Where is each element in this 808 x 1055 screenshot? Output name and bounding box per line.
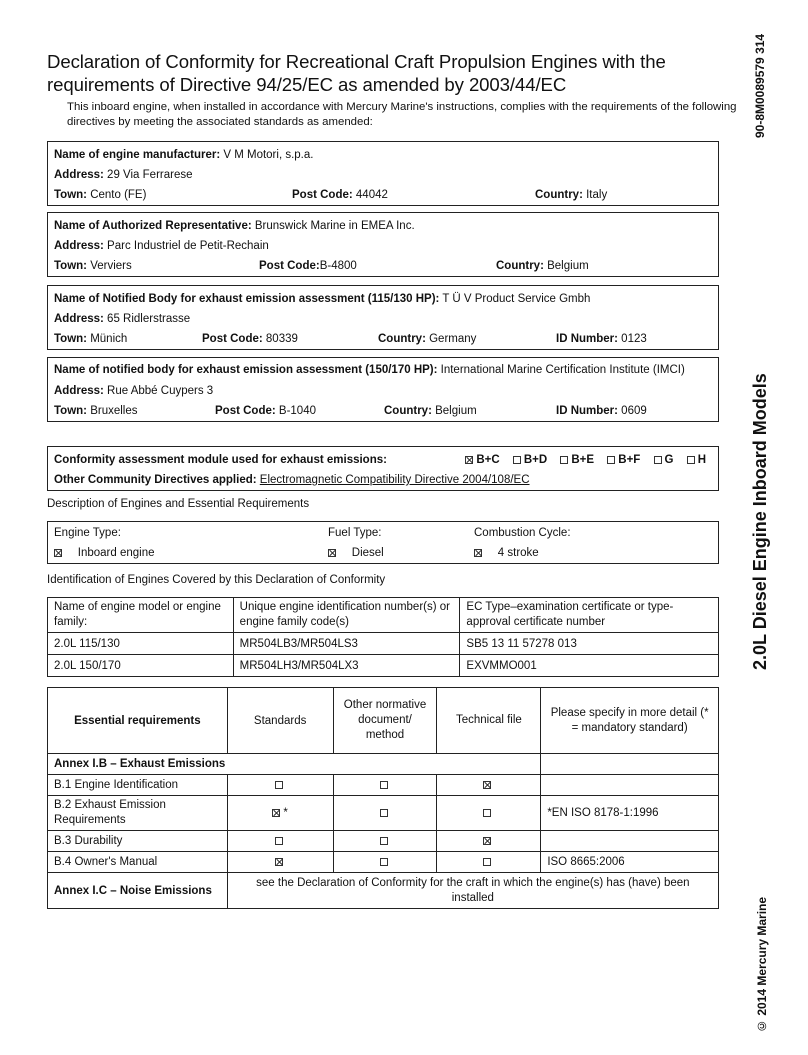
- representative-post-label: Post Code:: [259, 260, 320, 272]
- engine-type-label: Engine Type:: [54, 527, 121, 539]
- standards-checkbox-icon: [272, 809, 280, 817]
- requirement-detail: [541, 775, 719, 796]
- table-row: [48, 796, 719, 831]
- other-checkbox-icon: [380, 837, 388, 845]
- notified-body-2-country-label: Country:: [384, 405, 432, 417]
- certificate-cell: EXVMMO001: [460, 655, 719, 677]
- certificate-cell: SB5 13 11 57278 013: [460, 633, 719, 655]
- table-row: [48, 775, 719, 796]
- module-label: B+D: [523, 454, 548, 466]
- engine-id-cell: MR504LH3/MR504LX3: [233, 655, 460, 677]
- notified-body-1-name-label: Name of Notified Body for exhaust emission assessment (115/130 HP):: [54, 293, 440, 305]
- representative-name: Brunswick Marine in EMEA Inc.: [251, 220, 415, 232]
- notified-body-1-country-label: Country:: [378, 333, 426, 345]
- conformity-box: [47, 446, 719, 491]
- technical-checkbox-icon: [483, 858, 491, 866]
- manufacturer-address: 29 Via Ferrarese: [103, 169, 193, 181]
- notified-body-2-post-label: Post Code:: [215, 405, 276, 417]
- notified-body-2-box: [47, 357, 719, 422]
- notified-body-1-post: 80339: [262, 333, 298, 345]
- notified-body-2-town: Bruxelles: [87, 405, 138, 417]
- section-title: 2.0L Diesel Engine Inboard Models: [750, 373, 770, 670]
- requirements-header-cell: Essential requirements: [48, 688, 228, 754]
- combustion-cycle-checkbox-icon: [474, 549, 482, 557]
- module-options: [455, 450, 706, 470]
- notified-body-1-address: 65 Ridlerstrasse: [103, 313, 191, 325]
- module-label: B+E: [571, 454, 595, 466]
- notified-body-1-town: Münich: [87, 333, 128, 345]
- notified-body-2-address-label: Address:: [54, 385, 104, 397]
- module-checkbox-icon: [513, 456, 521, 464]
- requirement-name: B.1 Engine Identification: [48, 775, 228, 796]
- representative-post: B-4800: [319, 260, 357, 272]
- fuel-type-value: Diesel: [351, 547, 384, 559]
- table-row: [48, 873, 719, 909]
- notified-body-2-town-label: Town:: [54, 405, 87, 417]
- intro-text: This inboard engine, when installed in accordance with Mercury Marine's instructions, complies with the requirements of the following directives by meeting the associated standards as amended:: [67, 101, 737, 128]
- module-checkbox-icon: [654, 456, 662, 464]
- other-checkbox-icon: [380, 781, 388, 789]
- identification-heading: Identification of Engines Covered by this Declaration of Conformity: [47, 574, 386, 586]
- manufacturer-post: 44042: [352, 189, 388, 201]
- requirement-detail: [541, 831, 719, 852]
- notified-body-2-name-label: Name of notified body for exhaust emission assessment (150/170 HP):: [54, 364, 438, 376]
- manufacturer-country-label: Country:: [535, 189, 583, 201]
- representative-country: Belgium: [543, 260, 589, 272]
- manufacturer-address-label: Address:: [54, 169, 104, 181]
- notified-body-1-town-label: Town:: [54, 333, 87, 345]
- standards-checkbox-icon: [275, 837, 283, 845]
- manufacturer-country: Italy: [582, 189, 608, 201]
- notified-body-1-id-label: ID Number:: [556, 333, 618, 345]
- engine-type-checkbox-icon: [54, 549, 62, 557]
- notified-body-1-box: [47, 285, 719, 350]
- table-row: [48, 831, 719, 852]
- technical-checkbox-icon: [483, 837, 491, 845]
- engines-header-cell: EC Type–examination certificate or type-approval certificate number: [460, 598, 719, 633]
- representative-country-label: Country:: [496, 260, 544, 272]
- manufacturer-box: [47, 141, 719, 206]
- other-checkbox-icon: [380, 809, 388, 817]
- module-label: B+F: [618, 454, 641, 466]
- module-option: [687, 454, 706, 466]
- description-heading: Description of Engines and Essential Requirements: [47, 498, 310, 510]
- representative-box: [47, 212, 719, 277]
- notified-body-1-post-label: Post Code:: [202, 333, 263, 345]
- other-directives-link[interactable]: Electromagnetic Compatibility Directive 2004/108/EC: [259, 474, 530, 486]
- page-title: Declaration of Conformity for Recreational Craft Propulsion Engines with the requirements of Directive 94/25/EC as amended by 2003/44/EC: [47, 51, 666, 95]
- requirement-name: B.2 Exhaust Emission Requirements: [48, 796, 228, 831]
- requirement-detail: *EN ISO 8178-1:1996: [541, 796, 719, 831]
- module-option: [465, 454, 499, 466]
- module-checkbox-icon: [607, 456, 615, 464]
- engine-id-cell: MR504LB3/MR504LS3: [233, 633, 460, 655]
- manufacturer-name-label: Name of engine manufacturer:: [54, 149, 221, 161]
- manufacturer-post-label: Post Code:: [292, 189, 353, 201]
- engine-type-value: Inboard engine: [77, 547, 155, 559]
- requirements-header-cell: Please specify in more detail (* = mandatory standard): [541, 688, 719, 754]
- representative-name-label: Name of Authorized Representative:: [54, 220, 252, 232]
- engines-table-header: [48, 598, 719, 633]
- module-checkbox-icon: [687, 456, 695, 464]
- requirements-table: [47, 687, 719, 909]
- engine-description-box: [47, 521, 719, 564]
- table-row: [48, 633, 719, 655]
- representative-address: Parc Industriel de Petit-Rechain: [103, 240, 269, 252]
- representative-address-label: Address:: [54, 240, 104, 252]
- conformity-module-label: Conformity assessment module used for exhaust emissions:: [54, 454, 387, 466]
- table-row: [48, 754, 719, 775]
- engines-header-cell: Unique engine identification number(s) or engine family code(s): [233, 598, 460, 633]
- engine-model-cell: 2.0L 150/170: [48, 655, 234, 677]
- requirements-header-cell: Technical file: [437, 688, 541, 754]
- engines-header-cell: Name of engine model or engine family:: [48, 598, 234, 633]
- notified-body-1-country: Germany: [425, 333, 477, 345]
- notified-body-2-post: B-1040: [275, 405, 316, 417]
- representative-town: Verviers: [87, 260, 132, 272]
- other-directives-label: Other Community Directives applied:: [54, 474, 257, 486]
- manufacturer-name: V M Motori, s.p.a.: [220, 149, 314, 161]
- notified-body-1-id: 0123: [617, 333, 647, 345]
- document-number: 90-8M0089579 314: [753, 33, 767, 138]
- technical-checkbox-icon: [483, 781, 491, 789]
- notified-body-2-id-label: ID Number:: [556, 405, 618, 417]
- module-label: B+C: [476, 454, 500, 466]
- other-checkbox-icon: [380, 858, 388, 866]
- module-label: H: [697, 454, 706, 466]
- engine-model-cell: 2.0L 115/130: [48, 633, 234, 655]
- requirements-table-header: [48, 688, 719, 754]
- combustion-cycle-value: 4 stroke: [497, 547, 539, 559]
- notified-body-1-address-label: Address:: [54, 313, 104, 325]
- section-c-text: see the Declaration of Conformity for the craft in which the engine(s) has (have) been installed: [227, 873, 718, 909]
- notified-body-2-address: Rue Abbé Cuypers 3: [103, 385, 214, 397]
- section-b-heading: Annex I.B – Exhaust Emissions: [48, 754, 541, 775]
- fuel-type-label: Fuel Type:: [328, 527, 382, 539]
- requirement-detail: ISO 8665:2006: [541, 852, 719, 873]
- module-label: G: [664, 454, 674, 466]
- mandatory-star: *: [283, 807, 288, 819]
- copyright: © 2014 Mercury Marine: [755, 896, 769, 1033]
- engines-table: [47, 597, 719, 677]
- requirements-header-cell: Other normative document/ method: [333, 688, 437, 754]
- fuel-type-checkbox-icon: [328, 549, 336, 557]
- requirement-name: B.3 Durability: [48, 831, 228, 852]
- requirements-header-cell: Standards: [227, 688, 333, 754]
- module-option: [654, 454, 674, 466]
- module-checkbox-icon: [465, 456, 473, 464]
- module-option: [560, 454, 594, 466]
- standards-checkbox-icon: [275, 858, 283, 866]
- module-option: [607, 454, 640, 466]
- notified-body-2-country: Belgium: [431, 405, 477, 417]
- representative-town-label: Town:: [54, 260, 87, 272]
- manufacturer-town: Cento (FE): [87, 189, 147, 201]
- combustion-cycle-label: Combustion Cycle:: [474, 527, 571, 539]
- requirement-name: B.4 Owner's Manual: [48, 852, 228, 873]
- table-row: [48, 852, 719, 873]
- section-c-heading: Annex I.C – Noise Emissions: [48, 873, 228, 909]
- module-option: [513, 454, 547, 466]
- notified-body-2-id: 0609: [617, 405, 647, 417]
- module-checkbox-icon: [560, 456, 568, 464]
- standards-checkbox-icon: [275, 781, 283, 789]
- notified-body-2-name: International Marine Certification Institute (IMCI): [437, 364, 685, 376]
- technical-checkbox-icon: [483, 809, 491, 817]
- notified-body-1-name: T Ü V Product Service Gmbh: [439, 293, 591, 305]
- manufacturer-town-label: Town:: [54, 189, 87, 201]
- table-row: [48, 655, 719, 677]
